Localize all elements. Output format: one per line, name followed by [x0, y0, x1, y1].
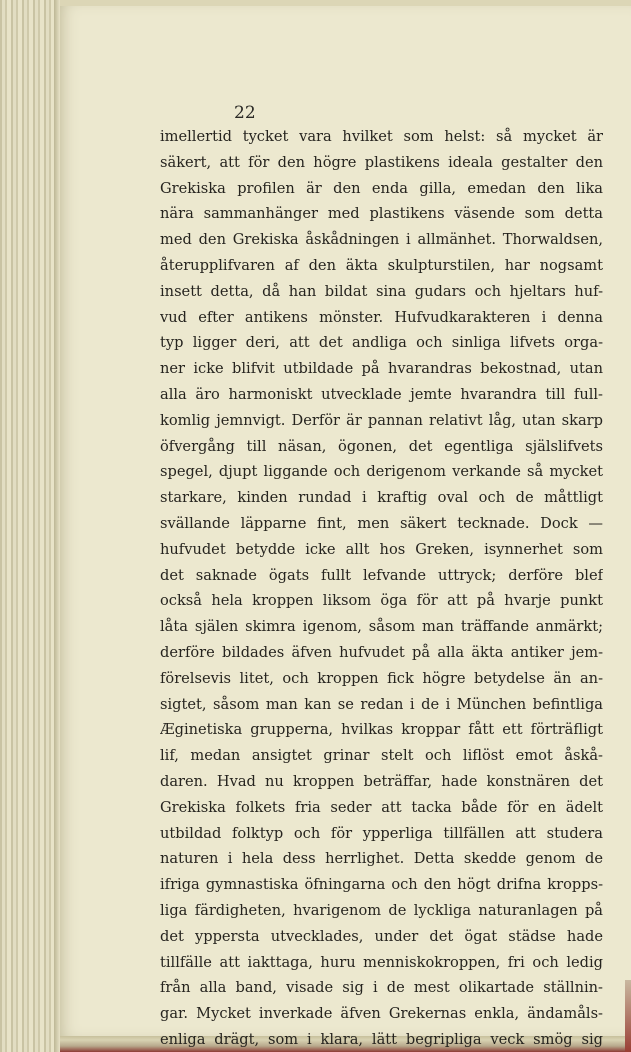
book-cover-right-edge	[625, 980, 631, 1052]
text-line: tillfälle att iakttaga, huru menniskokroppen, fri och ledig	[160, 953, 603, 971]
text-line: ifriga gymnastiska öfningarna och den högt drifna kropps-	[160, 876, 603, 894]
text-line: insett detta, då han bildat sina gudars och hjeltars huf-	[160, 282, 603, 300]
text-line: Grekiska profilen är den enda gilla, emedan den lika	[160, 179, 603, 197]
text-line: starkare, kinden rundad i kraftig oval och de måttligt	[160, 489, 603, 507]
text-line: också hela kroppen liksom öga för att på hvarje punkt	[160, 592, 603, 610]
text-line: alla äro harmoniskt utvecklade jemte hvarandra till full-	[160, 385, 603, 403]
text-line: sigtet, såsom man kan se redan i de i München befintliga	[160, 695, 603, 713]
text-line: från alla band, visade sig i de mest olikartade ställnin-	[160, 979, 603, 997]
text-line: utbildad folktyp och för ypperliga tillfällen att studera	[160, 824, 603, 842]
text-line: nära sammanhänger med plastikens väsende som detta	[160, 205, 603, 223]
text-line: enliga drägt, som i klara, lätt begripliga veck smög sig	[160, 1030, 603, 1048]
text-line: svällande läpparne fint, men säkert tecknade. Dock —	[160, 514, 603, 532]
text-line: typ ligger deri, att det andliga och sinliga lifvets orga-	[160, 334, 603, 352]
text-line: ner icke blifvit utbildade på hvarandras bekostnad, utan	[160, 360, 603, 378]
text-line: med den Grekiska åskådningen i allmänhet. Thorwaldsen,	[160, 231, 603, 249]
body-text	[160, 124, 603, 1052]
text-line: det yppersta utvecklades, under det ögat städse hade	[160, 927, 603, 945]
text-line: förelsevis litet, och kroppen fick högre betydelse än an-	[160, 669, 603, 687]
text-line: imellertid tycket vara hvilket som helst: så mycket är	[160, 128, 603, 145]
text-line: lif, medan ansigtet grinar stelt och liflöst emot åskå-	[160, 747, 603, 765]
text-line: låta själen skimra igenom, såsom man träffande anmärkt;	[160, 618, 603, 636]
text-line: liga färdigheten, hvarigenom de lyckliga naturanlagen på	[160, 901, 603, 919]
text-line: derföre bildades äfven hufvudet på alla äkta antiker jem-	[160, 643, 603, 661]
page-number: 22	[234, 103, 256, 123]
text-line: Æginetiska grupperna, hvilkas kroppar fått ett förträfligt	[160, 721, 603, 739]
text-line: Grekiska folkets fria seder att tacka både för en ädelt	[160, 798, 603, 816]
text-line: det saknade ögats fullt lefvande uttryck; derföre blef	[160, 566, 603, 584]
text-line: naturen i hela dess herrlighet. Detta skedde genom de	[160, 850, 603, 868]
text-line: komlig jemnvigt. Derför är pannan relativt låg, utan skarp	[160, 411, 603, 429]
text-line: öfvergång till näsan, ögonen, det egentliga själslifvets	[160, 437, 603, 455]
text-line: spegel, djupt liggande och derigenom verkande så mycket	[160, 463, 603, 481]
text-line: gar. Mycket inverkade äfven Grekernas enkla, ändamåls-	[160, 1005, 603, 1023]
text-line: återupplifvaren af den äkta skulpturstilen, har nogsamt	[160, 256, 603, 274]
page-stack-edges	[0, 0, 60, 1052]
text-line: hufvudet betydde icke allt hos Greken, isynnerhet som	[160, 540, 603, 558]
text-line: daren. Hvad nu kroppen beträffar, hade konstnären det	[160, 772, 603, 790]
text-line: säkert, att för den högre plastikens ideala gestalter den	[160, 153, 603, 171]
text-line: vud efter antikens mönster. Hufvudkarakteren i denna	[160, 308, 603, 326]
